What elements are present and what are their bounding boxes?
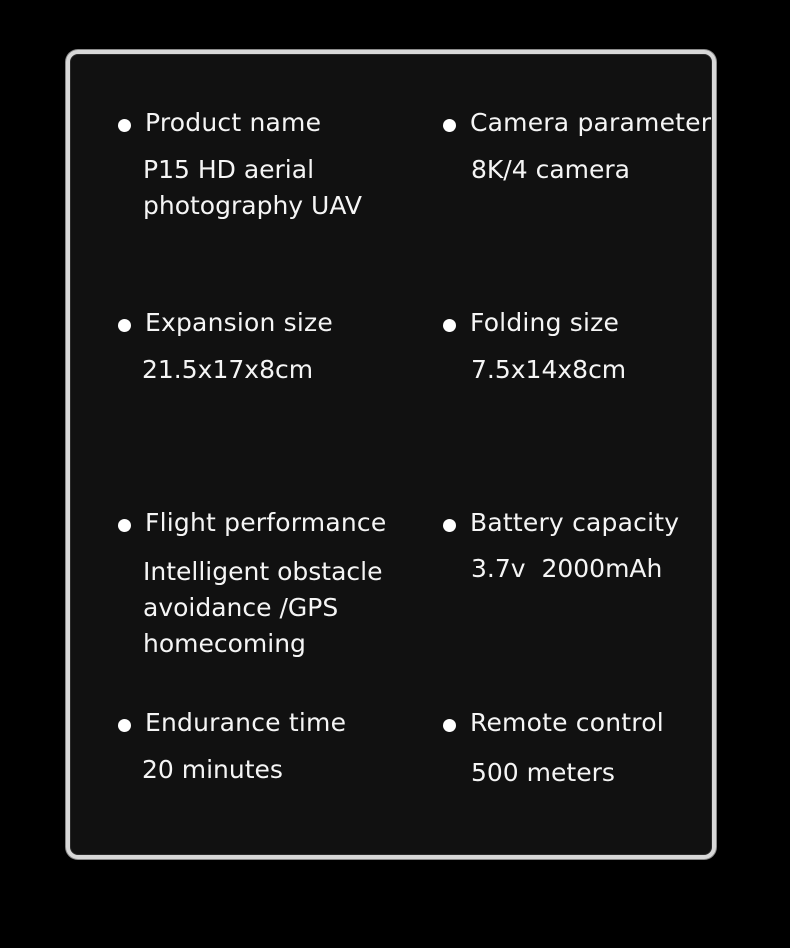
spec-folding-size [443,306,743,384]
spec-value: 21.5x17x8cm [142,355,314,384]
spec-value: 500 meters [471,758,615,787]
bullet-icon [118,319,131,332]
spec-header [118,306,418,340]
spec-label: Camera parameter [470,108,712,137]
spec-value: 7.5x14x8cm [471,355,627,384]
spec-label: Endurance time [145,708,347,737]
bullet-icon [443,319,456,332]
spec-card [66,50,716,859]
spec-header [443,706,743,740]
spec-label: Folding size [470,308,620,337]
bullet-icon [443,119,456,132]
spec-flight-performance [118,506,418,658]
spec-battery-capacity [443,506,743,583]
spec-product-name [118,106,418,220]
spec-value: 8K/4 camera [471,155,630,184]
spec-endurance-time [118,706,418,784]
spec-label: Battery capacity [470,508,680,537]
spec-header [443,106,743,140]
bullet-icon [443,719,456,732]
spec-expansion-size [118,306,418,384]
bullet-icon [443,519,456,532]
spec-remote-control [443,706,743,787]
spec-header [118,706,418,740]
bullet-icon [118,719,131,732]
spec-label: Remote control [470,708,664,737]
bullet-icon [118,519,131,532]
spec-value: 20 minutes [142,755,283,784]
spec-label: Flight performance [145,508,387,537]
spec-value: Intelligent obstacle avoidance /GPS homecoming [143,557,383,658]
spec-value: P15 HD aerial photography UAV [143,155,362,220]
spec-label: Product name [145,108,322,137]
spec-camera-parameter [443,106,743,184]
spec-header [443,306,743,340]
spec-header [118,106,418,140]
spec-value: 3.7v 2000mAh [471,554,663,583]
spec-header [443,506,743,540]
spec-label: Expansion size [145,308,333,337]
spec-header [118,506,418,540]
bullet-icon [118,119,131,132]
